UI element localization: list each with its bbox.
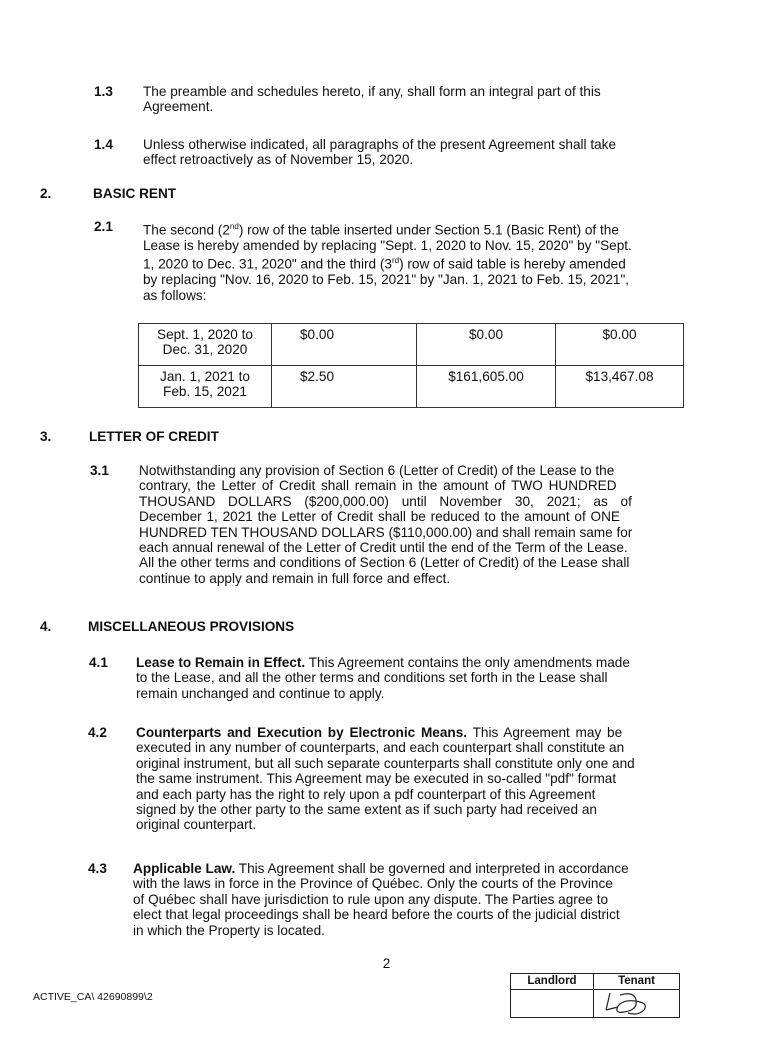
annual-rent-cell: $0.00 — [417, 324, 556, 366]
landlord-label: Landlord — [511, 974, 594, 990]
period-cell: Jan. 1, 2021 to Feb. 15, 2021 — [139, 366, 272, 408]
initials-box — [510, 973, 680, 1018]
section-number: 4.2 — [88, 725, 107, 740]
heading-number: 2. — [40, 186, 52, 201]
annual-rent-cell: $161,605.00 — [417, 366, 556, 408]
period-cell: Sept. 1, 2020 to Dec. 31, 2020 — [139, 324, 272, 366]
heading-number: 4. — [40, 619, 52, 634]
section-4-1-text: Lease to Remain in Effect. This Agreement contains the only amendments made to the Lease, and all the other terms and conditions set forth in the Lease shall remain unchanged and continue to apply. — [136, 655, 630, 701]
landlord-initials-field — [511, 990, 594, 1017]
tenant-label: Tenant — [594, 974, 679, 990]
tenant-initials-field — [594, 990, 679, 1017]
section-4-2-text: Counterparts and Execution by Electronic Means. This Agreement may be executed in any number of counterparts, and each counterpart shall constitute an original instrument, but all such separate counterparts shall constitute only one and the same instrument. This Agreement may be executed in so-called "pdf" format and each party has the right to rely upon a pdf counterpart of this Agreement signed by the other party to the same extent as if such party had received an original counterpart. — [136, 725, 635, 833]
monthly-rent-cell: $13,467.08 — [556, 366, 684, 408]
section-number: 2.1 — [94, 219, 113, 234]
section-2-1-text: The second (2nd) row of the table inserted under Section 5.1 (Basic Rent) of the Lease is hereby amended by replacing "Sept. 1, 2020 to Nov. 15, 2020" by "Sept. 1, 2020 to Dec. 31, 2020" and the third (3rd) row of said table is hereby amended by replacing "Nov. 16, 2020 to Feb. 15, 2021" by "Jan. 1, 2021 to Feb. 15, 2021", as follows: — [143, 222, 632, 303]
table-row — [139, 366, 684, 408]
tenant-initials-signature — [594, 990, 679, 1017]
section-number: 1.3 — [94, 84, 113, 99]
section-number: 4.1 — [89, 655, 108, 670]
heading-miscellaneous-provisions: MISCELLANEOUS PROVISIONS — [88, 619, 295, 634]
section-1-4-text: Unless otherwise indicated, all paragraphs of the present Agreement shall take effect retroactively as of November 15, 2020. — [143, 137, 617, 168]
rate-cell: $2.50 — [272, 366, 417, 408]
section-number: 3.1 — [90, 463, 109, 478]
page-number: 2 — [382, 956, 391, 971]
heading-number: 3. — [40, 429, 52, 444]
monthly-rent-cell: $0.00 — [556, 324, 684, 366]
section-4-3-text: Applicable Law. This Agreement shall be governed and interpreted in accordance with the laws in force in the Province of Québec. Only the courts of the Province of Québec shall have jurisdiction to rule upon any dispute. The Parties agree to elect that legal proceedings shall be heard before the courts of the judicial district in which the Property is located. — [133, 861, 629, 938]
section-3-1-text: Notwithstanding any provision of Section 6 (Letter of Credit) of the Lease to the contrary, the Letter of Credit shall remain in the amount of TWO HUNDRED THOUSAND DOLLARS ($200,000.00) until November 30, 2021; as of December 1, 2021 the Letter of Credit shall be reduced to the amount of ONE HUNDRED TEN THOUSAND DOLLARS ($110,000.00) and shall remain same for each annual renewal of the Letter of Credit until the end of the Term of the Lease. All the other terms and conditions of Section 6 (Letter of Credit) of the Lease shall continue to apply and remain in full force and effect. — [139, 463, 633, 586]
heading-basic-rent: BASIC RENT — [93, 186, 177, 201]
document-id: ACTIVE_CA\ 42690899\2 — [33, 991, 153, 1003]
section-number: 1.4 — [94, 137, 113, 152]
rate-cell: $0.00 — [272, 324, 417, 366]
heading-letter-of-credit: LETTER OF CREDIT — [89, 429, 219, 444]
table-row — [139, 324, 684, 366]
basic-rent-table — [138, 323, 684, 408]
section-1-3-text: The preamble and schedules hereto, if any, shall form an integral part of this Agreement. — [143, 84, 601, 115]
section-number: 4.3 — [88, 861, 107, 876]
